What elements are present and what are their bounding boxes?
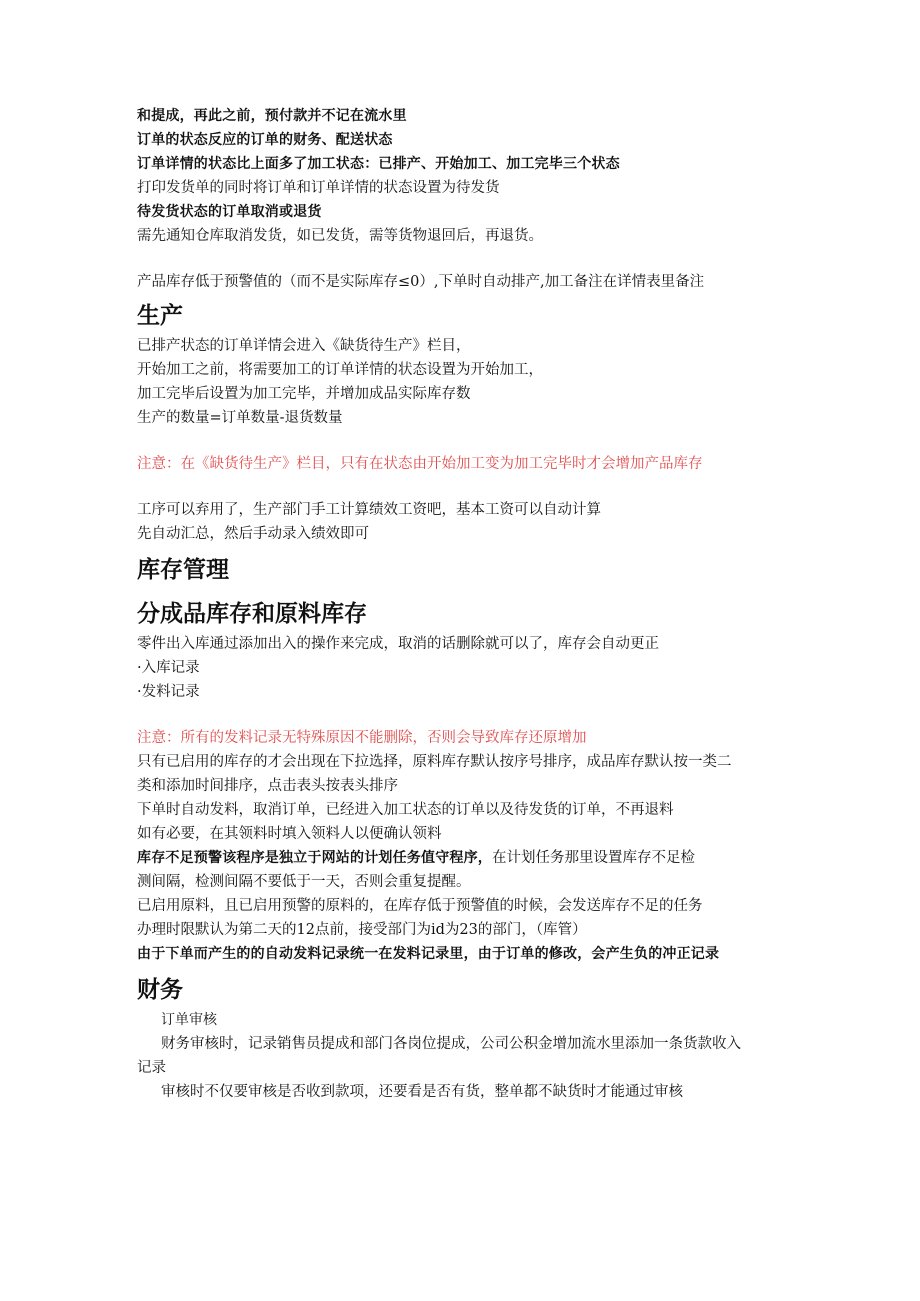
section-heading-finance: 财务 xyxy=(137,976,183,1002)
text-line: 产品库存低于预警值的（而不是实际库存≤0）,下单时自动排产,加工备注在详情表里备注 xyxy=(137,274,705,290)
text-line: 已排产状态的订单详情会进入《缺货待生产》栏目， xyxy=(137,338,471,354)
text-line: 测间隔，检测间隔不要低于一天，否则会重复提醒。 xyxy=(137,874,471,890)
warning-note: 注意：在《缺货待生产》栏目，只有在状态由开始加工变为加工完毕时才会增加产品库存 xyxy=(137,456,703,472)
finance-subheading: 订单审核 xyxy=(161,1012,217,1028)
text-line: 如有必要，在其领料时填入领料人以便确认领料 xyxy=(137,826,442,842)
spacer xyxy=(137,476,787,498)
alert-rest-text: 在计划任务那里设置库存不足检 xyxy=(492,850,695,866)
text-line: 办理时限默认为第二天的12点前，接受部门为id为23的部门，（库管） xyxy=(137,922,587,938)
text-line xyxy=(137,846,787,870)
spacer xyxy=(137,704,787,726)
text-line: 审核时不仅要审核是否收到款项，还要看是否有货，整单都不缺货时才能通过审核 xyxy=(161,1084,683,1100)
text-line: 待发货状态的订单取消或退货 xyxy=(137,204,322,220)
text-line: 订单详情的状态比上面多了加工状态：已排产、开始加工、加工完毕三个状态 xyxy=(137,156,620,172)
text-line: 加工完毕后设置为加工完毕，并增加成品实际库存数 xyxy=(137,386,471,402)
section-heading-production: 生产 xyxy=(137,302,183,328)
text-line: 由于下单而产生的的自动发料记录统一在发料记录里，由于订单的修改，会产生负的冲正记录 xyxy=(137,946,720,962)
text-line: 已启用原料，且已启用预警的原料的，在库存低于预警值的时候，会发送库存不足的任务 xyxy=(137,898,703,914)
text-line: 下单时自动发料，取消订单，已经进入加工状态的订单以及待发货的订单，不再退料 xyxy=(137,802,674,818)
document-page xyxy=(137,104,787,1104)
spacer xyxy=(137,430,787,452)
text-line: 和提成，再此之前，预付款并不记在流水里 xyxy=(137,108,407,124)
text-line: 先自动汇总，然后手动录入绩效即可 xyxy=(137,526,369,542)
text-line: 订单的状态反应的订单的财务、配送状态 xyxy=(137,132,393,148)
text-line: 财务审核时，记录销售员提成和部门各岗位提成，公司公积金增加流水里添加一条货款收入 xyxy=(161,1036,741,1052)
text-line: 生产的数量=订单数量-退货数量 xyxy=(137,410,343,426)
section-heading-inventory: 库存管理 xyxy=(137,556,229,582)
text-line: 需先通知仓库取消发货，如已发货，需等货物退回后，再退货。 xyxy=(137,228,543,244)
spacer xyxy=(137,248,787,270)
bullet-item: ·发料记录 xyxy=(137,684,200,700)
section-subheading-inventory: 分成品库存和原料库存 xyxy=(137,600,367,626)
text-line: 类和添加时间排序，点击表头按表头排序 xyxy=(137,778,398,794)
text-line: 开始加工之前，将需要加工的订单详情的状态设置为开始加工， xyxy=(137,362,543,378)
bullet-item: ·入库记录 xyxy=(137,660,200,676)
text-line: 打印发货单的同时将订单和订单详情的状态设置为待发货 xyxy=(137,180,500,196)
warning-note: 注意：所有的发料记录无特殊原因不能删除，否则会导致库存还原增加 xyxy=(137,730,587,746)
text-line: 零件出入库通过添加出入的操作来完成，取消的话删除就可以了，库存会自动更正 xyxy=(137,636,659,652)
alert-bold-text: 库存不足预警该程序是独立于网站的计划任务值守程序， xyxy=(137,850,492,866)
text-line: 记录 xyxy=(137,1060,166,1076)
text-line: 只有已启用的库存的才会出现在下拉选择，原料库存默认按序号排序，成品库存默认按一类二 xyxy=(137,754,732,770)
text-line: 工序可以弃用了，生产部门手工计算绩效工资吧，基本工资可以自动计算 xyxy=(137,502,601,518)
